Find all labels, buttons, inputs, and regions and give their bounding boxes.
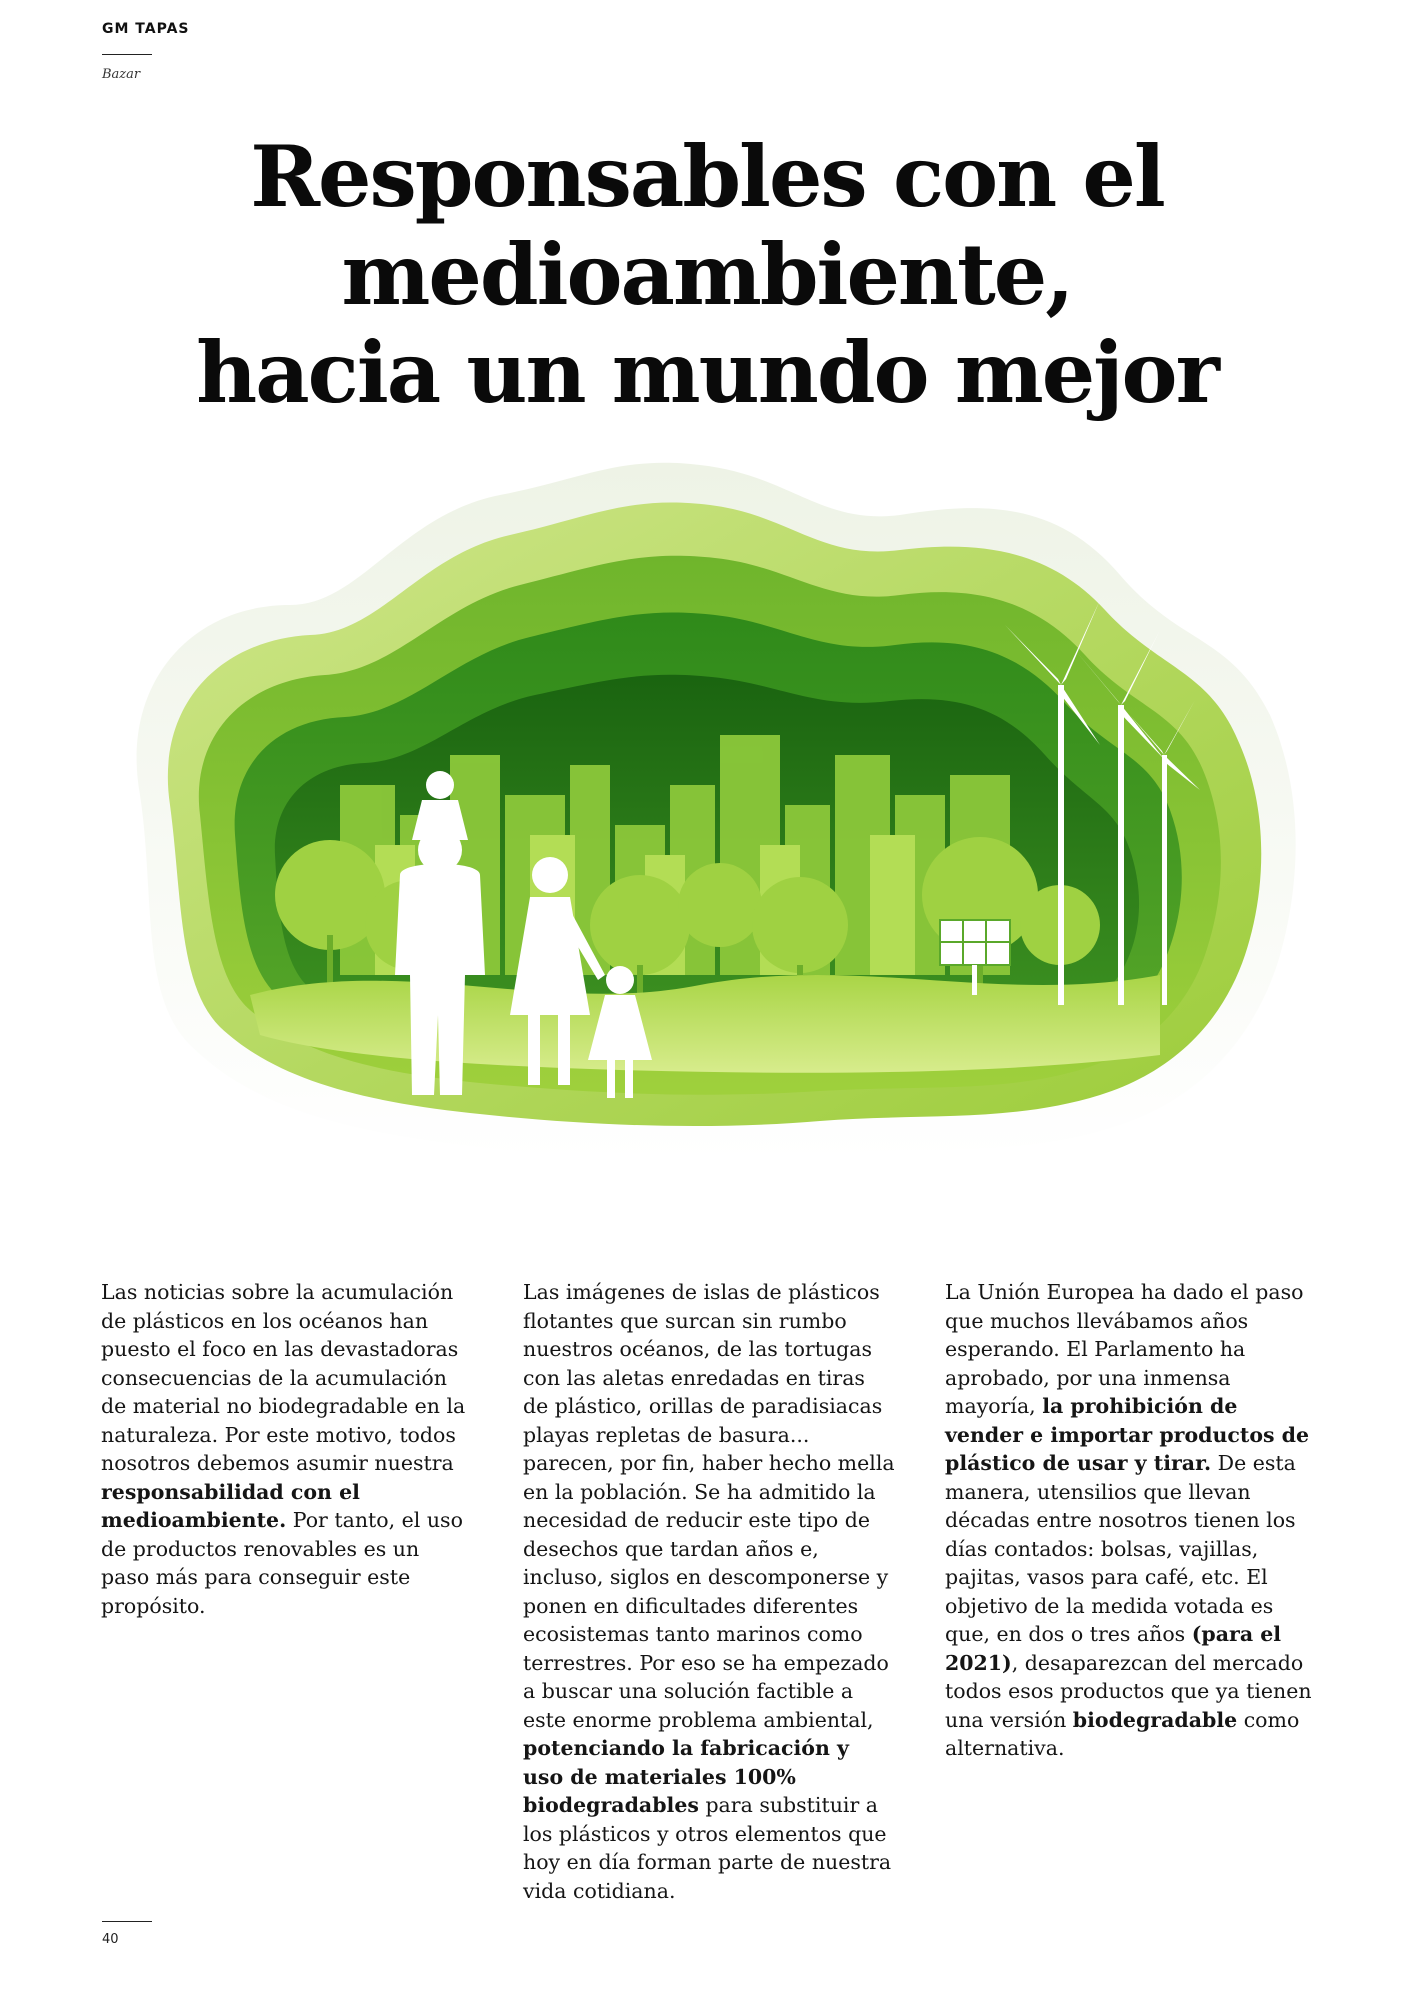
headline-line-3: hacia un mundo mejor bbox=[196, 323, 1218, 422]
col3-text-c: , desaparezcan del mercado todos esos productos que ya tienen una versión bbox=[945, 1650, 1312, 1732]
article-column-1 bbox=[101, 1278, 473, 1620]
col2-text-a: Las imágenes de islas de plásticos flotantes que surcan sin rumbo nuestros océanos, de las tortugas con las aletas enredadas en tiras de plástico, orillas de paradisiacas playas repletas de basura... parecen, por fin, haber hecho mella en la población. Se ha admitido la necesidad de reducir este tipo de desechos que tardan años e, incluso, siglos en descomponerse y ponen en dificultades diferentes ecosistemas tanto marinos como terrestres. Por eso se ha empezado a buscar una solución factible a este enorme problema ambiental, bbox=[523, 1280, 895, 1732]
col3-text-bold-1: la prohibición de vender e importar productos de plástico de usar y tirar. bbox=[945, 1394, 1310, 1475]
column-3-paragraph bbox=[945, 1278, 1317, 1763]
article-headline bbox=[100, 128, 1314, 422]
col2-text-bold: potenciando la fabricación y uso de materiales 100% biodegradables bbox=[523, 1736, 849, 1817]
col3-text-b: De esta manera, utensilios que llevan décadas entre nosotros tienen los días contados: bolsas, vajillas, pajitas, vasos para café, etc. El objetivo de la medida votada es que, en dos o tres años bbox=[945, 1451, 1296, 1646]
section-label: GM TAPAS bbox=[102, 21, 190, 37]
subsection-label: Bazar bbox=[102, 67, 141, 82]
col3-text-d: como alternativa. bbox=[945, 1707, 1300, 1760]
column-2-paragraph bbox=[523, 1278, 895, 1905]
col1-text-b: Por tanto, el uso de productos renovables es un paso más para conseguir este propósito. bbox=[101, 1508, 463, 1618]
col3-text-bold-3: biodegradable bbox=[1072, 1707, 1238, 1732]
col3-text-bold-2: (para el 2021) bbox=[945, 1622, 1282, 1675]
header-rule bbox=[102, 54, 152, 55]
article-column-2 bbox=[523, 1278, 895, 1905]
col1-text-bold: responsabilidad con el medioambiente. bbox=[101, 1479, 360, 1532]
col3-text-a: La Unión Europea ha dado el paso que muchos llevábamos años esperando. El Parlamento ha aprobado, por una inmensa mayoría, bbox=[945, 1280, 1304, 1418]
footer-rule bbox=[102, 1921, 152, 1922]
col2-text-b: para substituir a los plásticos y otros elementos que hoy en día forman parte de nuestra vida cotidiana. bbox=[523, 1793, 892, 1903]
col1-text-a: Las noticias sobre la acumulación de plásticos en los océanos han puesto el foco en las devastadoras consecuencias de la acumulación de material no biodegradable en la naturaleza. Por este motivo, todos nosotros debemos asumir nuestra bbox=[101, 1280, 466, 1475]
column-1-paragraph bbox=[101, 1278, 473, 1620]
headline-line-2: medioambiente, bbox=[341, 225, 1073, 324]
page-number: 40 bbox=[102, 1932, 119, 1947]
article-column-3 bbox=[945, 1278, 1317, 1763]
eco-city-illustration bbox=[100, 455, 1315, 1175]
headline-line-1: Responsables con el bbox=[250, 127, 1164, 226]
